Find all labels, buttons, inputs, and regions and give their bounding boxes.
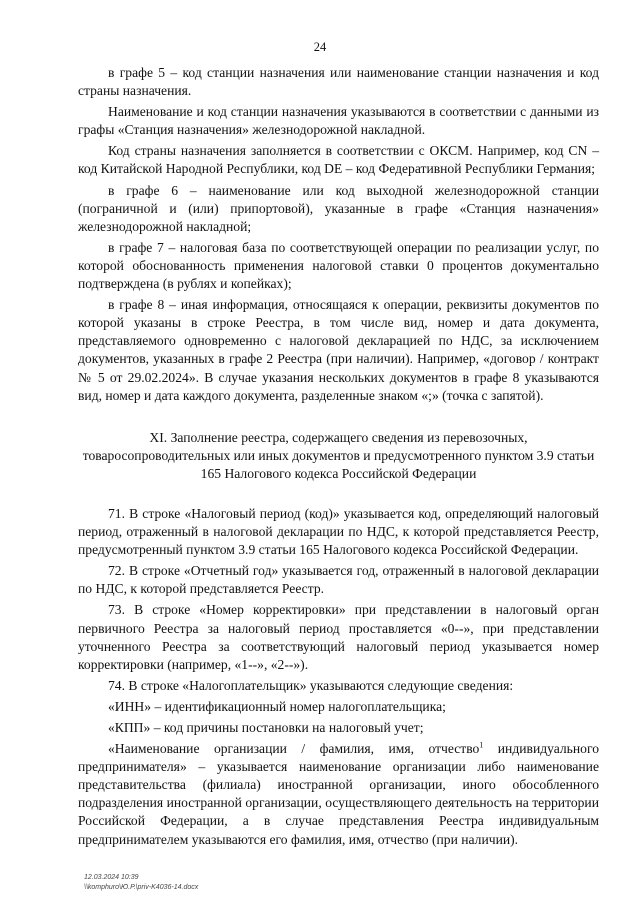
paragraph: Наименование и код станции назначения указываются в соответствии с данными из графы «Станция назначения» железнодорожной накладной.: [78, 104, 599, 138]
document-footer: [84, 873, 198, 893]
footer-timestamp: 12.03.2024 10:39: [84, 874, 139, 881]
paragraph-text-start: «Наименование организации / фамилия, имя, отчество: [108, 741, 480, 757]
paragraph: «КПП» – код причины постановки на налоговый учет;: [108, 720, 424, 735]
page-number: 24: [313, 40, 327, 54]
paragraph: Код страны назначения заполняется в соответствии с ОКСМ. Например, код CN – код Китайской Народной Республики, код DE – код Федеративной Республики Германия;: [78, 143, 599, 177]
paragraph: 74. В строке «Налогоплательщик» указываются следующие сведения:: [108, 677, 514, 693]
document-body: [78, 64, 599, 849]
paragraph: в графе 5 – код станции назначения или наименование станции назначения и код страны назначения.: [78, 65, 599, 99]
paragraph: 73. В строке «Номер корректировки» при представлении в налоговый орган первичного Реестра за налоговый период проставляется «0--», при представлении уточненного Реестра за соответствующий налоговый период указывается номер корректировки (например, «1--», «2--»).: [78, 602, 599, 672]
paragraph: в графе 8 – иная информация, относящаяся к операции, реквизиты документов по которой указаны в строке Реестра, в том числе вид, номер и дата документа, представляемого одновременно с налоговой декларацией по НДС, за исключением документов, указанных в графе 2 Реестра (при наличии). Например, «договор / контракт № 5 от 29.02.2024». В случае указания нескольких документов в графе 8 указываются вид, номер и дата каждого документа, разделенные знаком «;» (точка с запятой).: [78, 297, 599, 403]
paragraph-with-footnote: [78, 740, 599, 849]
footer-file-path: \\komphuro\Ю.Р.\priv-K4036-14.docx: [84, 884, 199, 891]
paragraph: 72. В строке «Отчетный год» указывается год, отраженный в налоговой декларации по НДС, к которой представляется Реестр.: [78, 563, 599, 597]
footnote-marker[interactable]: 1: [479, 740, 484, 750]
paragraph: в графе 7 – налоговая база по соответствующей операции по реализации услуг, по которой обоснованность применения налоговой ставки 0 процентов документально подтверждена (в рублях и копейках);: [78, 239, 599, 292]
section-heading: XI. Заполнение реестра, содержащего сведения из перевозочных, товаросопроводительных или иных документов и предусмотренного пунктом 3.9 статьи 165 Налогового кодекса Российской Федерации: [82, 429, 595, 481]
paragraph: 71. В строке «Налоговый период (код)» указывается код, определяющий налоговый период, отраженный в налоговой декларации по НДС, к которой представляется Реестр, предусмотренный пунктом 3.9 статьи 165 Налогового кодекса Российской Федерации.: [78, 505, 599, 558]
paragraph: в графе 6 – наименование или код выходной железнодорожной станции (пограничной и (или) припортовой), указанные в графе «Станция назначения» железнодорожной накладной;: [78, 182, 599, 234]
paragraph: «ИНН» – идентификационный номер налогоплательщика;: [108, 698, 446, 714]
paragraph-text-end: индивидуального предпринимателя» – указывается наименование организации либо наименование представительства (филиала) иностранной организации, иного обособленного подразделения иностранной организации, осуществляющего деятельность на территории Российской Федерации, а в случае представления Реестра индивидуальным предпринимателем указываются его фамилия, имя, отчество (при наличии).: [78, 741, 599, 847]
